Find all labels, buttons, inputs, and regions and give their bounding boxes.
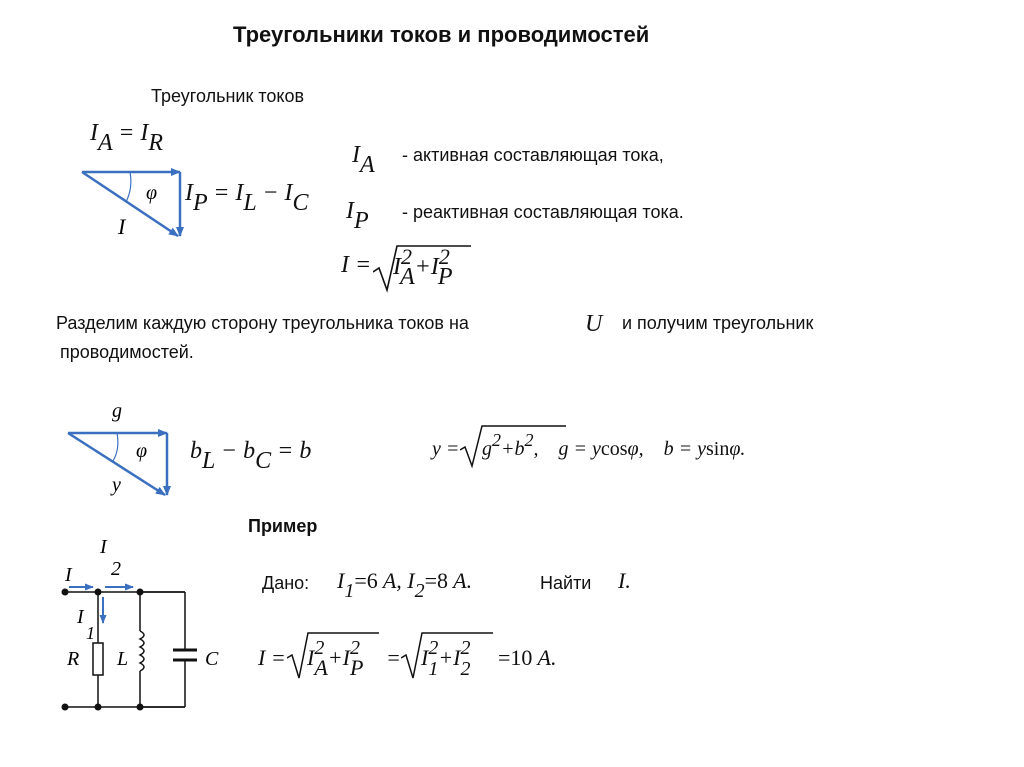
currents-triangle-diagram <box>70 160 200 250</box>
given-values: I1=6 A, I2=8 A. <box>337 568 473 602</box>
y-label: y <box>112 474 121 496</box>
voltage-symbol: U <box>585 311 603 337</box>
i-label: I <box>118 214 126 239</box>
i2-sub: 2 <box>111 558 121 580</box>
ia-description: - активная составляющая тока, <box>402 145 664 165</box>
resistor <box>93 643 103 675</box>
r-label: R <box>67 648 80 670</box>
ia-symbol: IA <box>352 142 375 178</box>
current-i-arrow <box>82 172 178 236</box>
final-formula-part1: I2A+I2P <box>307 637 364 680</box>
final-formula-eq: = <box>386 645 401 670</box>
divide-text-line1-end: и получим треугольник <box>622 313 814 333</box>
current-magnitude-formula: I = <box>341 252 372 278</box>
y-formula-lhs: y = <box>432 438 460 460</box>
page-title: Треугольники токов и проводимостей <box>233 22 650 47</box>
ip-symbol: IP <box>346 198 369 234</box>
l-label: L <box>117 648 129 670</box>
i1-label: I <box>77 606 84 628</box>
final-formula-result: =10 A. <box>498 645 557 670</box>
example-heading: Пример <box>248 516 318 536</box>
sqrt-content-1: I2A+I2P <box>393 244 453 290</box>
final-formula-lhs: I = <box>258 645 286 670</box>
i-label-circuit: I <box>65 564 72 586</box>
phi-label-2: φ <box>136 440 148 462</box>
phi-angle-arc <box>126 172 131 202</box>
phi-angle-arc-2 <box>113 433 118 461</box>
phi-label: φ <box>146 182 158 204</box>
ip-description: - реактивная составляющая тока. <box>402 202 684 222</box>
find-value: I. <box>618 568 631 593</box>
divide-text-line2: проводимостей. <box>60 342 194 362</box>
ip-formula: IP = IL − IC <box>185 180 309 216</box>
g-label: g <box>112 400 122 422</box>
find-label: Найти <box>540 573 592 593</box>
i1-sub: 1 <box>86 623 95 643</box>
c-label: C <box>205 648 219 670</box>
b-formula: bL − bC = b <box>190 438 312 474</box>
i2-label: I <box>100 536 107 558</box>
divide-text-line1: Разделим каждую сторону треугольника токов на <box>56 313 469 333</box>
final-formula-part2: I21+I22 <box>421 637 471 680</box>
y-formula-rhs: g2+b2, g = ycosφ, b = ysinφ. <box>482 430 746 460</box>
inductor <box>140 631 144 671</box>
conductance-triangle-diagram <box>60 395 190 505</box>
circuit-diagram <box>55 535 235 720</box>
ia-equals-ir-formula: IA = IR <box>90 120 164 156</box>
given-label: Дано: <box>262 573 310 593</box>
currents-triangle-heading: Треугольник токов <box>151 86 305 106</box>
